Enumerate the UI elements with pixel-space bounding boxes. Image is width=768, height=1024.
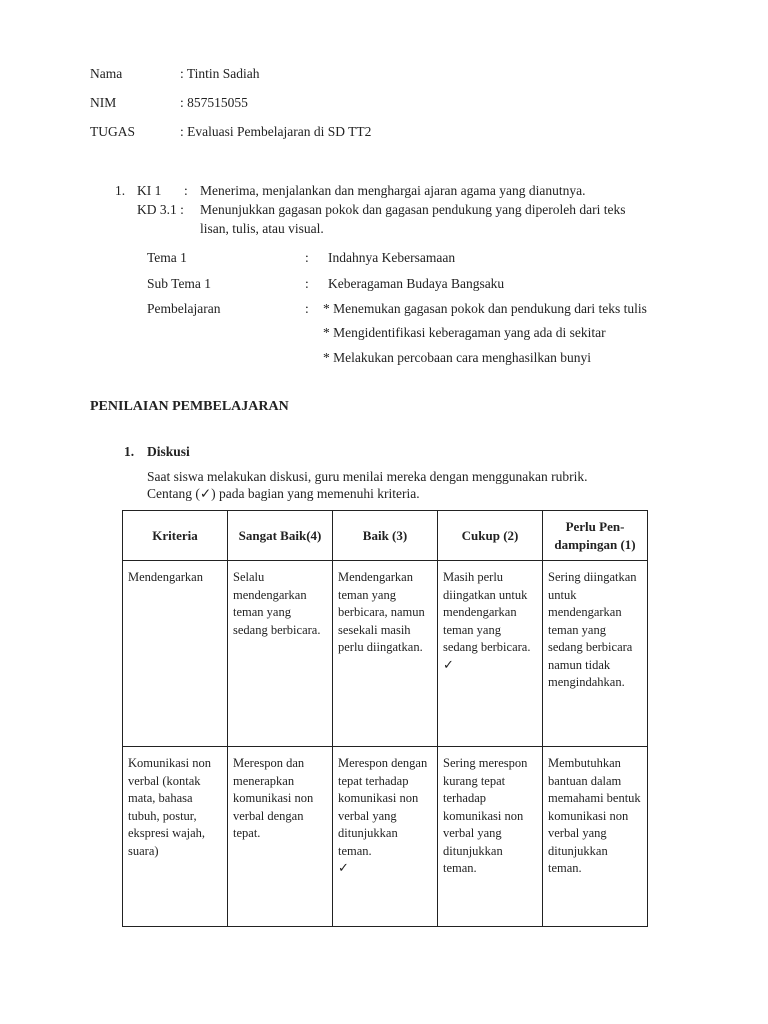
cell-cukup (438, 561, 543, 747)
cell-text: Komunikasi non verbal (kontak mata, bahasa tubuh, postur, ekspresi wajah, suara) (128, 756, 211, 858)
cell-baik (333, 747, 438, 927)
header-sangat-baik: Sangat Baik(4) (228, 511, 333, 561)
cell-sangat-baik (228, 561, 333, 747)
cell-criteria (123, 747, 228, 927)
header-baik: Baik (3) (333, 511, 438, 561)
cell-text: Mendengarkan (128, 570, 203, 584)
diskusi-instruction-line2: Centang (✓) pada bagian yang memenuhi kriteria. (147, 486, 420, 501)
value-nama: : Tintin Sadiah (180, 66, 260, 81)
subtema-value: Keberagaman Budaya Bangsaku (328, 276, 505, 291)
tema-value: Indahnya Kebersamaan (328, 250, 456, 265)
tema-colon: : (305, 250, 309, 265)
cell-text: Sering merespon kurang tepat terhadap komunikasi non verbal yang ditunjukkan teman. (443, 756, 528, 875)
cell-text: Merespon dengan tepat terhadap komunikasi non verbal yang ditunjukkan teman. (338, 756, 428, 858)
pembelajaran-colon: : (305, 301, 309, 316)
kd-text-line1: Menunjukkan gagasan pokok dan gagasan pendukung yang diperoleh dari teks (200, 202, 626, 217)
pembelajaran-item: * Menemukan gagasan pokok dan pendukung dari teks tulis (323, 301, 647, 316)
header-kriteria: Kriteria (123, 511, 228, 561)
pembelajaran-item: * Mengidentifikasi keberagaman yang ada di sekitar (323, 325, 606, 340)
pembelajaran-label: Pembelajaran (147, 301, 221, 316)
cell-sangat-baik (228, 747, 333, 927)
label-nim: NIM (90, 95, 117, 110)
label-tugas: TUGAS (90, 124, 136, 139)
tema-label: Tema 1 (147, 250, 187, 265)
cell-criteria (123, 561, 228, 747)
cell-text: Membutuhkan bantuan dalam memahami bentuk komunikasi non verbal yang ditunjukkan teman. (548, 756, 641, 875)
diskusi-number: 1. (124, 444, 135, 459)
table-row (123, 561, 648, 747)
cell-cukup (438, 747, 543, 927)
header-cukup: Cukup (2) (438, 511, 543, 561)
table-row (123, 747, 648, 927)
cell-perlu (543, 747, 648, 927)
kd-text-line2: lisan, tulis, atau visual. (200, 221, 324, 236)
cell-baik (333, 561, 438, 747)
cell-text: Sering diingatkan untuk mendengarkan teman yang sedang berbicara namun tidak mengindahkan. (548, 570, 637, 689)
kd-label: KD 3.1 : (137, 202, 184, 217)
ki-label: KI 1 (137, 183, 162, 198)
diskusi-instruction-line1: Saat siswa melakukan diskusi, guru menilai mereka dengan menggunakan rubrik. (147, 469, 588, 484)
ki-text: Menerima, menjalankan dan menghargai ajaran agama yang dianutnya. (200, 183, 586, 198)
header-perlu-pendampingan: Perlu Pen-dampingan (1) (543, 511, 648, 561)
rubric-header-row (123, 511, 648, 561)
subtema-label: Sub Tema 1 (147, 276, 212, 291)
value-nim: : 857515055 (180, 95, 248, 110)
ki-colon: : (184, 183, 188, 198)
cell-text: Merespon dan menerapkan komunikasi non verbal dengan tepat. (233, 756, 314, 840)
cell-text: Mendengarkan teman yang berbicara, namun sesekali masih perlu diingatkan. (338, 570, 425, 654)
ki-number: 1. (115, 183, 126, 198)
cell-perlu (543, 561, 648, 747)
section-title: PENILAIAN PEMBELAJARAN (90, 399, 289, 414)
value-tugas: : Evaluasi Pembelajaran di SD TT2 (180, 124, 372, 139)
rubric-table (122, 510, 648, 927)
pembelajaran-item: * Melakukan percobaan cara menghasilkan bunyi (323, 350, 592, 365)
checkmark-icon: ✓ (338, 861, 349, 876)
checkmark-icon: ✓ (443, 657, 454, 673)
label-nama: Nama (90, 66, 123, 81)
diskusi-title: Diskusi (147, 444, 190, 459)
cell-text: Masih perlu diingatkan untuk mendengarkan teman yang sedang berbicara. (443, 570, 531, 654)
subtema-colon: : (305, 276, 309, 291)
cell-text: Selalu mendengarkan teman yang sedang berbicara. (233, 570, 321, 637)
